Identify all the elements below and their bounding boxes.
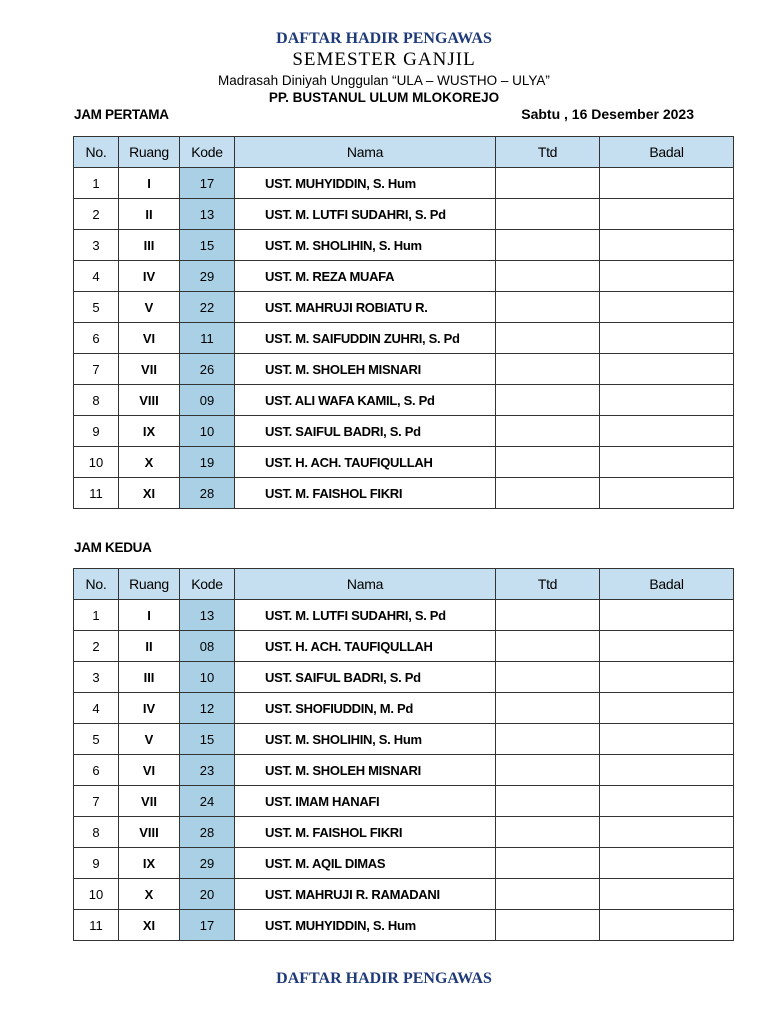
cell-kode: 11 [180, 323, 235, 354]
cell-ttd [496, 447, 600, 478]
table-row [74, 879, 734, 910]
footer-title: DAFTAR HADIR PENGAWAS [276, 970, 492, 987]
cell-ttd [496, 230, 600, 261]
cell-nama: UST. M. SHOLIHIN, S. Hum [235, 230, 496, 261]
cell-ruang: IV [119, 693, 180, 724]
cell-nama: UST. MAHRUJI ROBIATU R. [235, 292, 496, 323]
session-label-first: JAM PERTAMA [74, 107, 169, 122]
table-row [74, 199, 734, 230]
cell-ruang: V [119, 292, 180, 323]
cell-ruang: VIII [119, 385, 180, 416]
cell-kode: 29 [180, 848, 235, 879]
cell-badal [600, 199, 734, 230]
cell-ruang: VI [119, 755, 180, 786]
cell-ruang: VII [119, 354, 180, 385]
cell-nama: UST. MUHYIDDIN, S. Hum [235, 168, 496, 199]
cell-ttd [496, 662, 600, 693]
cell-no: 6 [74, 755, 119, 786]
cell-ruang: XI [119, 478, 180, 509]
cell-badal [600, 817, 734, 848]
cell-kode: 15 [180, 230, 235, 261]
cell-badal [600, 416, 734, 447]
col-header-no: No. [74, 569, 119, 600]
cell-kode: 10 [180, 416, 235, 447]
cell-kode: 24 [180, 786, 235, 817]
cell-ttd [496, 910, 600, 941]
cell-no: 8 [74, 385, 119, 416]
cell-ruang: II [119, 631, 180, 662]
cell-no: 10 [74, 447, 119, 478]
table-row [74, 168, 734, 199]
school-name: PP. BUSTANUL ULUM MLOKOREJO [268, 90, 500, 105]
table-row [74, 755, 734, 786]
cell-badal [600, 879, 734, 910]
table-row [74, 817, 734, 848]
table-row [74, 693, 734, 724]
cell-ruang: IX [119, 848, 180, 879]
cell-no: 2 [74, 199, 119, 230]
cell-nama: UST. M. REZA MUAFA [235, 261, 496, 292]
cell-nama: UST. ALI WAFA KAMIL, S. Pd [235, 385, 496, 416]
semester-subtitle: SEMESTER GANJIL [292, 49, 476, 70]
cell-badal [600, 447, 734, 478]
cell-ruang: XI [119, 910, 180, 941]
cell-kode: 10 [180, 662, 235, 693]
cell-ruang: I [119, 168, 180, 199]
table-row [74, 323, 734, 354]
session-label-second: JAM KEDUA [74, 540, 152, 555]
cell-nama: UST. M. LUTFI SUDAHRI, S. Pd [235, 199, 496, 230]
cell-kode: 15 [180, 724, 235, 755]
cell-ttd [496, 385, 600, 416]
cell-nama: UST. MUHYIDDIN, S. Hum [235, 910, 496, 941]
table-header-row [74, 569, 734, 600]
cell-no: 5 [74, 292, 119, 323]
cell-badal [600, 600, 734, 631]
cell-badal [600, 292, 734, 323]
table-row [74, 848, 734, 879]
cell-ttd [496, 292, 600, 323]
col-header-nama: Nama [235, 569, 496, 600]
cell-no: 11 [74, 478, 119, 509]
cell-ttd [496, 786, 600, 817]
cell-kode: 09 [180, 385, 235, 416]
cell-no: 4 [74, 261, 119, 292]
cell-nama: UST. SAIFUL BADRI, S. Pd [235, 416, 496, 447]
cell-ruang: I [119, 600, 180, 631]
table-row [74, 662, 734, 693]
cell-nama: UST. M. LUTFI SUDAHRI, S. Pd [235, 600, 496, 631]
attendance-table-first [73, 136, 734, 509]
col-header-ruang: Ruang [119, 569, 180, 600]
institution-name: Madrasah Diniyah Unggulan “ULA – WUSTHO – ULYA” [218, 73, 550, 88]
cell-no: 6 [74, 323, 119, 354]
cell-kode: 23 [180, 755, 235, 786]
cell-kode: 29 [180, 261, 235, 292]
table-row [74, 910, 734, 941]
cell-ttd [496, 848, 600, 879]
cell-ttd [496, 631, 600, 662]
cell-badal [600, 354, 734, 385]
cell-badal [600, 662, 734, 693]
col-header-badal: Badal [600, 569, 734, 600]
cell-ttd [496, 323, 600, 354]
table-row [74, 230, 734, 261]
cell-nama: UST. M. SHOLEH MISNARI [235, 755, 496, 786]
cell-badal [600, 910, 734, 941]
cell-no: 7 [74, 354, 119, 385]
cell-no: 2 [74, 631, 119, 662]
cell-kode: 17 [180, 168, 235, 199]
cell-badal [600, 478, 734, 509]
cell-ttd [496, 724, 600, 755]
cell-badal [600, 168, 734, 199]
table-row [74, 447, 734, 478]
cell-ruang: III [119, 230, 180, 261]
col-header-badal: Badal [600, 137, 734, 168]
col-header-ruang: Ruang [119, 137, 180, 168]
cell-badal [600, 693, 734, 724]
cell-nama: UST. H. ACH. TAUFIQULLAH [235, 447, 496, 478]
table-row [74, 600, 734, 631]
col-header-nama: Nama [235, 137, 496, 168]
cell-ruang: IX [119, 416, 180, 447]
cell-ruang: VIII [119, 817, 180, 848]
cell-kode: 20 [180, 879, 235, 910]
cell-nama: UST. M. FAISHOL FIKRI [235, 817, 496, 848]
cell-nama: UST. M. SHOLIHIN, S. Hum [235, 724, 496, 755]
cell-ruang: X [119, 879, 180, 910]
cell-no: 9 [74, 416, 119, 447]
cell-nama: UST. M. AQIL DIMAS [235, 848, 496, 879]
cell-no: 1 [74, 600, 119, 631]
cell-badal [600, 261, 734, 292]
attendance-table-second [73, 568, 734, 941]
cell-nama: UST. SAIFUL BADRI, S. Pd [235, 662, 496, 693]
cell-nama: UST. H. ACH. TAUFIQULLAH [235, 631, 496, 662]
cell-ruang: III [119, 662, 180, 693]
table-row [74, 631, 734, 662]
cell-no: 3 [74, 230, 119, 261]
cell-ruang: VI [119, 323, 180, 354]
exam-date: Sabtu , 16 Desember 2023 [521, 106, 694, 122]
cell-ttd [496, 168, 600, 199]
document-title: DAFTAR HADIR PENGAWAS [276, 30, 492, 47]
cell-nama: UST. M. FAISHOL FIKRI [235, 478, 496, 509]
table-row [74, 261, 734, 292]
cell-kode: 26 [180, 354, 235, 385]
table-row [74, 724, 734, 755]
cell-no: 9 [74, 848, 119, 879]
cell-kode: 19 [180, 447, 235, 478]
cell-ttd [496, 600, 600, 631]
cell-no: 11 [74, 910, 119, 941]
cell-badal [600, 755, 734, 786]
cell-no: 4 [74, 693, 119, 724]
col-header-kode: Kode [180, 137, 235, 168]
col-header-ttd: Ttd [496, 137, 600, 168]
cell-no: 5 [74, 724, 119, 755]
cell-kode: 13 [180, 600, 235, 631]
cell-ttd [496, 817, 600, 848]
cell-ruang: II [119, 199, 180, 230]
table-row [74, 478, 734, 509]
table-row [74, 354, 734, 385]
cell-badal [600, 848, 734, 879]
cell-no: 7 [74, 786, 119, 817]
cell-nama: UST. M. SHOLEH MISNARI [235, 354, 496, 385]
cell-no: 8 [74, 817, 119, 848]
cell-ruang: V [119, 724, 180, 755]
cell-ttd [496, 755, 600, 786]
table-row [74, 786, 734, 817]
cell-ttd [496, 879, 600, 910]
table-row [74, 385, 734, 416]
cell-no: 10 [74, 879, 119, 910]
cell-nama: UST. SHOFIUDDIN, M. Pd [235, 693, 496, 724]
cell-ttd [496, 199, 600, 230]
table-row [74, 292, 734, 323]
cell-badal [600, 323, 734, 354]
col-header-kode: Kode [180, 569, 235, 600]
cell-no: 3 [74, 662, 119, 693]
cell-kode: 28 [180, 817, 235, 848]
cell-ruang: IV [119, 261, 180, 292]
cell-badal [600, 230, 734, 261]
cell-kode: 17 [180, 910, 235, 941]
cell-ruang: VII [119, 786, 180, 817]
cell-badal [600, 631, 734, 662]
cell-ttd [496, 693, 600, 724]
cell-nama: UST. IMAM HANAFI [235, 786, 496, 817]
cell-badal [600, 385, 734, 416]
cell-kode: 12 [180, 693, 235, 724]
cell-ruang: X [119, 447, 180, 478]
col-header-no: No. [74, 137, 119, 168]
cell-badal [600, 724, 734, 755]
cell-ttd [496, 354, 600, 385]
table-row [74, 416, 734, 447]
table-header-row [74, 137, 734, 168]
cell-nama: UST. M. SAIFUDDIN ZUHRI, S. Pd [235, 323, 496, 354]
cell-kode: 28 [180, 478, 235, 509]
cell-no: 1 [74, 168, 119, 199]
col-header-ttd: Ttd [496, 569, 600, 600]
cell-badal [600, 786, 734, 817]
cell-nama: UST. MAHRUJI R. RAMADANI [235, 879, 496, 910]
cell-ttd [496, 478, 600, 509]
cell-kode: 08 [180, 631, 235, 662]
cell-kode: 13 [180, 199, 235, 230]
cell-kode: 22 [180, 292, 235, 323]
cell-ttd [496, 261, 600, 292]
cell-ttd [496, 416, 600, 447]
